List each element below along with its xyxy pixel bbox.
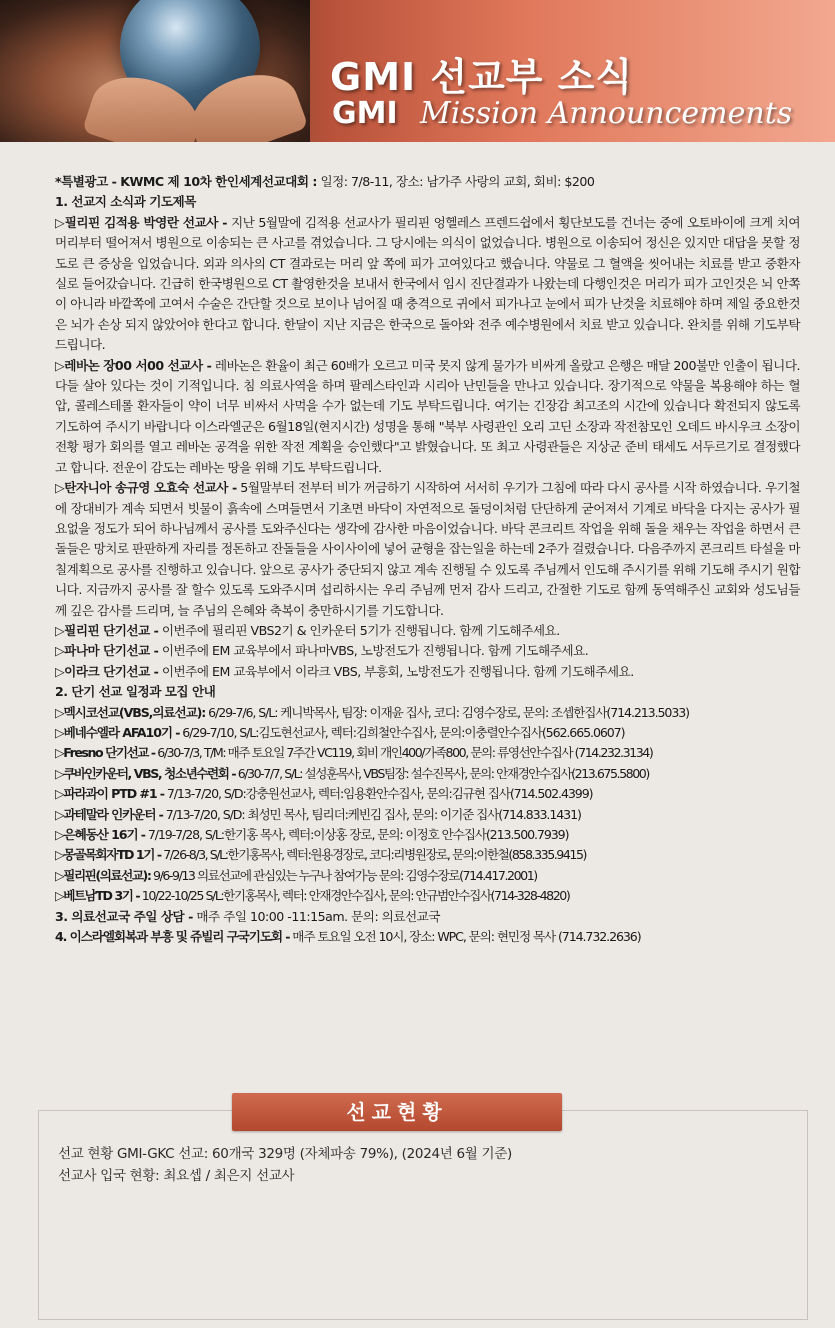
prayer-item-label: ▷이라크 단기선교 - (55, 663, 159, 679)
trip-item-text: 7/26-8/3, S/L:한기홍목사, 렉터:원용경장로, 코디:리병원장로, 문의:이한철(858.335.9415) (160, 847, 587, 863)
prayer-meeting-text: 매주 토요일 오전 10시, 장소: WPC, 문의: 현민정 목사 (714.732.2636) (289, 929, 641, 945)
prayer-item-text: 지난 5월말에 김적용 선교사가 필리핀 엉헬레스 프렌드쉽에서 횡단보도를 건너는 중에 오토바이에 크게 치여 머리부터 떨어져서 병원으로 이송되는 큰 사고를 겪었습니다. 그 당시에는 의식이 없었습니다. 병원으로 이송되어 정신은 있지만 대답을 못할 정도로 큰 증상을 입었습니다. 외과 의사의 CT 결과로는 머리 앞 쪽에 피가 고여있다고 했습니다. 약물로 그 혈액을 씻어내는 치료를 받고 중환자실로 들어갔습니다. 긴급히 한국병원으로 CT 촬영한것을 보내서 한국에서 임시 진단결과가 나왔는데 다행인것은 머리가 피가 고인것은 뇌 안쪽이 아니라 바깥쪽에 고여서 수술은 간단할 것으로 보이나 넘어질 때 충격으로 귀에서 피가나고 눈에서 피가 난것을 치료해야 하며 제일 중요한것은 뇌가 손상 되지 않았어야 한다고 합니다. 한달이 지난 지금은 한국으로 돌아와 전주 예수병원에서 치료 받고 있습니다. 완치를 위해 기도부탁드립니다. (55, 214, 800, 353)
trip-item-text: 6/30-7/7, S/L: 설성훈목사, VBS팀장: 설수진목사, 문의: 안재경안수집사(213.675.5800) (235, 765, 649, 781)
prayer-meeting (55, 927, 800, 947)
trip-item-text: 9/6-9/13 의료선교에 관심있는 누구나 참여가능 문의: 김영수장로(714.417.2001) (150, 867, 537, 883)
prayer-item (55, 621, 800, 641)
prayer-item (55, 662, 800, 682)
trip-item-label: ▷Fresno 단기선교 - (55, 745, 155, 761)
trip-item (55, 743, 800, 763)
trip-item-text: 6/29-7/6, S/L: 케니박목사, 팀장: 이재윤 집사, 코디: 김영수장로, 문의: 조셉한집사(714.213.5033) (205, 704, 689, 720)
special-ad-label: *특별광고 - KWMC 제 10차 한인세계선교대회 : (55, 174, 317, 189)
trip-item-label: ▷쿠바인카운터, VBS, 청소년수련회 - (55, 765, 236, 781)
medical-consult-text: 매주 주일 10:00 -11:15am. 문의: 의료선교국 (192, 908, 441, 924)
trip-item (55, 866, 800, 886)
prayer-item-label: ▷필리핀 단기선교 - (55, 622, 159, 638)
trip-item (55, 825, 800, 845)
trip-item (55, 845, 800, 865)
header-banner (0, 0, 835, 142)
prayer-item-label: ▷레바논 장00 서00 선교사 - (55, 357, 212, 373)
prayer-item-label: ▷필리핀 김적용 박영란 선교사 - (55, 214, 227, 230)
prayer-item-text: 레바논은 환율이 최근 60배가 오르고 미국 못지 않게 물가가 비싸게 올랐고 은행은 매달 200불만 인출이 됩니다. 다들 살아 있다는 것이 기적입니다. 침 의료사역을 하며 팔레스타인과 시리아 난민들을 만나고 있습니다. 장기적으로 약물을 복용해야 하는 혈압, 콜레스테롤 환자들이 약이 너무 비싸서 사먹을 수가 없는데 기도 부탁드립니다. 여기는 긴장감 최고조의 시간에 있습니다 확전되지 않도록 기도하여 주시기 바랍니다 이스라엘군은 6월18일(현지시간) 성명을 통해 "북부 사령관인 오리 고딘 소장과 작전참모인 오데드 바시우크 소장이 전황 평가 회의를 열고 레바논 공격을 위한 작전 계획을 승인했다"고 밝혔습니다. 또 최고 사령관들은 지상군 준비 태세도 서두르기로 결정했다고 합니다. 전운이 감도는 레바논 땅을 위해 기도 부탁드립니다. (55, 357, 800, 475)
page-subtitle-gmi: GMI (332, 96, 398, 131)
trip-item (55, 723, 800, 743)
prayer-item-label: ▷파나마 단기선교 - (55, 643, 159, 659)
page-title: GMI 선교부 소식 (330, 55, 634, 99)
trip-item (55, 764, 800, 784)
page-subtitle: Mission Announcements (420, 96, 793, 131)
mission-status-text (58, 1143, 798, 1187)
section-heading: 1. 선교지 소식과 기도제목 (55, 194, 196, 210)
special-ad-text: 일정: 7/8-11, 장소: 남가주 사랑의 교회, 회비: $200 (316, 174, 595, 189)
mission-status-header: 선교현황 (232, 1093, 562, 1131)
trip-item-label: ▷베네수엘라 AFA10기 - (55, 724, 180, 740)
trip-item (55, 703, 800, 723)
prayer-item-text: 5월말부터 전부터 비가 꺼금하기 시작하여 서서히 우기가 그침에 따라 다시 공사를 시작 하였습니다. 우기철에 장대비가 계속 되면서 빗물이 흙속에 스며들면서 기초면 바닥이 자연적으로 돌덩이처럼 단단하게 굳어져서 기계로 바닥을 다지는 공사가 필요없을 정도가 되어 하나님께서 공사를 도와주신다는 생각에 감사한 마음이었습니다. 바닥 콘크리트 작업을 위해 돌을 채우는 작업을 하면서 큰돌들은 망치로 판판하게 자리를 정돈하고 잔돌들을 사이사이에 넣어 균형을 잡는일을 하는데 2주가 걸렸습니다. 다음주까지 콘크리트 타설을 마칠계획으로 공사를 진행하고 있습니다. 앞으로 공사가 중단되지 않고 계속 진행될 수 있도록 주님께서 인도해 주시기를 위해 기도해 주시기 원합니다. 지금까지 공사를 잘 할수 있도록 도와주시며 섭리하시는 우리 주님께 먼저 감사 드리고, 간절한 기도로 함께 동역해주신 교회와 성도님들께 깊은 감사를 드리며, 늘 주님의 은혜와 축복이 충만하시기를 기도합니다. (55, 480, 800, 618)
section-heading: 4. 이스라엘회복과 부흥 및 쥬빌리 구국기도회 - (55, 929, 290, 945)
trip-item-label: ▷은혜동산 16기 - (55, 827, 145, 842)
trip-item-label: ▷멕시코선교(VBS,의료선교): (55, 704, 206, 720)
prayer-item (55, 478, 800, 621)
section-heading: 2. 단기 선교 일정과 모집 안내 (55, 684, 216, 700)
prayer-item-text: 이번주에 EM 교육부에서 파나마VBS, 노방전도가 진행됩니다. 함께 기도해주세요. (158, 643, 589, 659)
prayer-item (55, 641, 800, 661)
trip-item-text: 6/30-7/3, T/M: 매주 토요일 7주간 VC119, 회비 개인400/가족800, 문의: 류영선안수집사 (714.232.3134) (154, 745, 653, 761)
trip-item-text: 10/22-10/25 S/L:한기홍목사, 렉터: 안재경안수집사, 문의: 안규범안수집사(714-328-4820) (139, 888, 570, 904)
prayer-item-label: ▷탄자니아 송규영 오효숙 선교사 - (55, 480, 237, 496)
mission-status-line: 선교 현황 GMI-GKC 선교: 60개국 329명 (자체파송 79%), (2024년 6월 기준) (58, 1146, 512, 1162)
trip-item-text: 7/19-7/28, S/L:한기홍 목사, 렉터:이상홍 장로, 문의: 이정호 안수집사(213.500.7939) (144, 827, 569, 842)
trip-item-label: ▷베트남TD 3기 - (55, 888, 140, 904)
medical-consult (55, 907, 800, 927)
section-heading: 3. 의료선교국 주일 상담 - (55, 908, 193, 924)
trip-item-text: 6/29-7/10, S/L:김도현선교사, 렉터:김희철안수집사, 문의:이충렬안수집사(562.665.0607) (179, 724, 625, 740)
trip-item-label: ▷과테말라 인카운터 - (55, 806, 163, 822)
prayer-item (55, 356, 800, 478)
trip-item (55, 886, 800, 906)
banner-photo (0, 0, 310, 142)
trip-item-label: ▷몽골목회자TD 1기 - (55, 847, 161, 863)
prayer-item-text: 이번주에 EM 교육부에서 이라크 VBS, 부흥회, 노방전도가 진행됩니다. 함께 기도해주세요. (158, 663, 634, 679)
trip-item-label: ▷파라과이 PTD #1 - (55, 786, 164, 802)
prayer-item-text: 이번주에 필리핀 VBS2기 & 인카운터 5기가 진행됩니다. 함께 기도해주세요. (158, 622, 560, 638)
mission-status-box (38, 1110, 808, 1320)
trip-item-text: 7/13-7/20, S/D: 최성민 목사, 팀리더:케빈김 집사, 문의: 이기준 집사(714.833.1431) (162, 806, 581, 822)
trip-item-label: ▷필리핀(의료선교): (55, 867, 151, 883)
missionary-entry-line: 선교사 입국 현황: 최요셉 / 최은지 선교사 (58, 1168, 295, 1184)
trip-item (55, 805, 800, 825)
trip-item (55, 784, 800, 804)
announcements-body (55, 172, 800, 947)
special-ad (55, 172, 800, 192)
trip-item-text: 7/13-7/20, S/D:강충원선교사, 렉터:임용환안수집사, 문의:김규현 집사(714.502.4399) (163, 786, 593, 802)
prayer-item (55, 213, 800, 356)
